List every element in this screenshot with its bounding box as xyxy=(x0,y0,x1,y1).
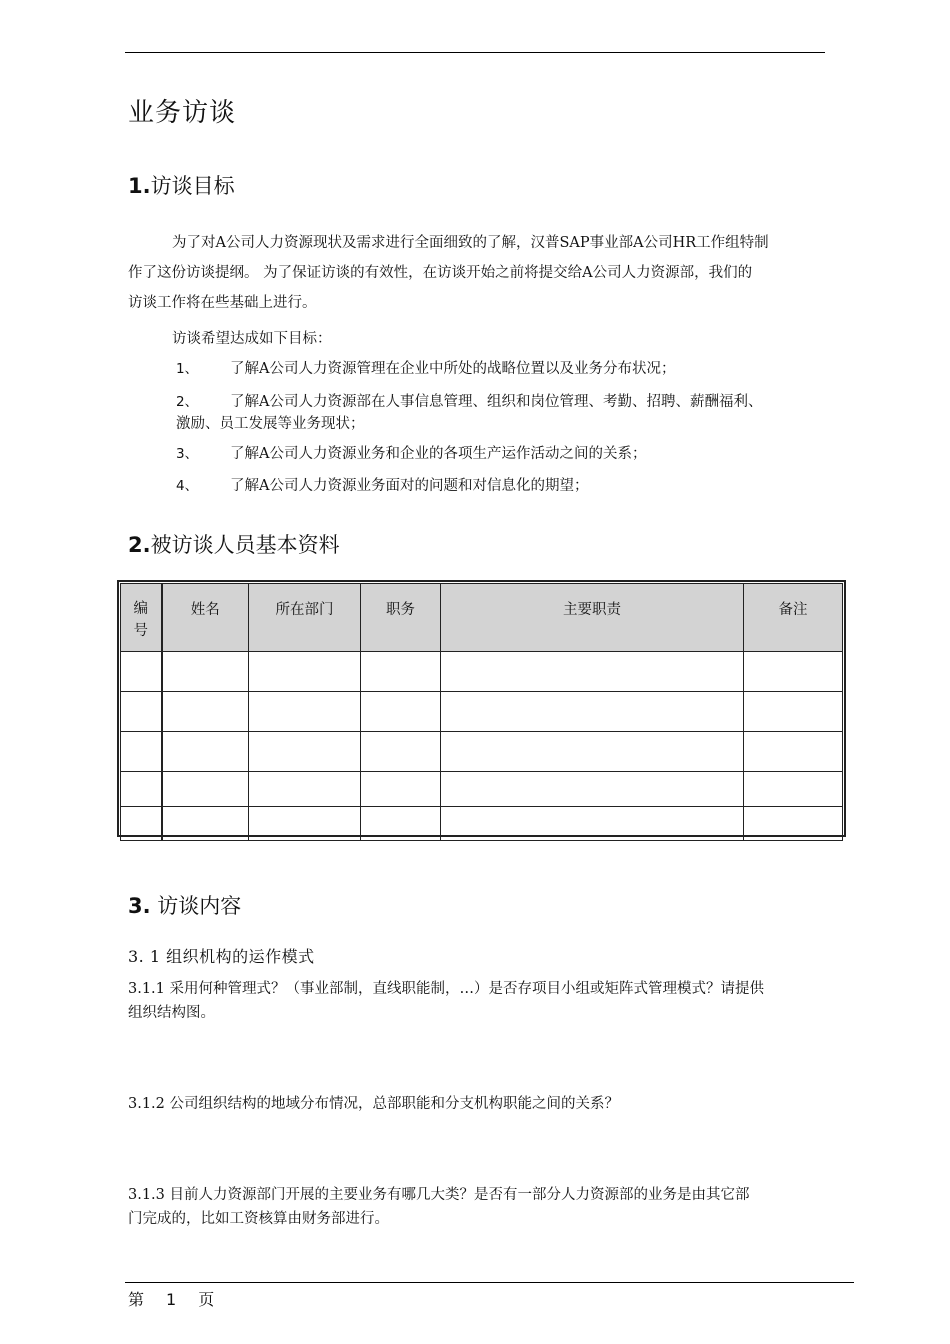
table-cell[interactable] xyxy=(744,807,843,841)
table-header-row xyxy=(121,584,843,652)
para-line-2: 作了这份访谈提纲。 为了保证访谈的有效性，在访谈开始之前将提交给A公司人力资源部，我们的 xyxy=(128,265,753,281)
subsection-3-1: 3. 1 组织机构的运作模式 xyxy=(128,947,315,966)
table-cell[interactable] xyxy=(162,807,249,841)
table-cell[interactable] xyxy=(162,652,249,692)
goal-item: 3、 了解A公司人力资源业务和企业的各项生产运作活动之间的关系； xyxy=(176,446,647,462)
goal-item: 4、 了解A公司人力资源业务面对的问题和对信息化的期望； xyxy=(176,478,589,494)
table-cell[interactable] xyxy=(744,732,843,772)
section-2-title: 被访谈人员基本资料 xyxy=(150,533,340,557)
footer-suffix: 页 xyxy=(198,1290,215,1309)
table-cell[interactable] xyxy=(121,772,162,807)
footer-prefix: 第 xyxy=(128,1290,145,1309)
staff-table-frame xyxy=(117,580,846,837)
table-cell[interactable] xyxy=(744,772,843,807)
table-cell[interactable] xyxy=(441,732,744,772)
table-cell[interactable] xyxy=(121,652,162,692)
footer-rule xyxy=(125,1282,854,1283)
staff-table xyxy=(120,583,843,841)
table-cell[interactable] xyxy=(121,692,162,732)
table-cell[interactable] xyxy=(361,652,441,692)
header-rule xyxy=(125,52,825,53)
goal-item: 2、 了解A公司人力资源部在人事信息管理、组织和岗位管理、考勤、招聘、薪酬福利、 激励、员工发展等业务现状； xyxy=(176,394,763,432)
document-title: 业务访谈 xyxy=(128,98,237,128)
col-header-department: 所在部门 xyxy=(249,584,361,652)
table-cell[interactable] xyxy=(121,732,162,772)
goal-item: 1、 了解A公司人力资源管理在企业中所处的战略位置以及业务分布状况； xyxy=(176,361,676,377)
table-cell[interactable] xyxy=(744,692,843,732)
col-header-name: 姓名 xyxy=(162,584,249,652)
table-row xyxy=(121,652,843,692)
table-cell[interactable] xyxy=(249,732,361,772)
table-cell[interactable] xyxy=(361,692,441,732)
question-3-1-3: 3.1.3 目前人力资源部门开展的主要业务有哪几大类？是否有一部分人力资源部的业务是由其它部 门完成的，比如工资核算由财务部进行。 xyxy=(128,1187,750,1227)
para-line-1: 为了对A公司人力资源现状及需求进行全面细致的了解，汉普SAP事业部A公司HR工作组特制 xyxy=(172,235,769,251)
table-cell[interactable] xyxy=(441,652,744,692)
section-1-heading xyxy=(128,170,235,200)
table-cell[interactable] xyxy=(744,652,843,692)
para-line-3: 访谈工作将在些基础上进行。 xyxy=(128,295,317,311)
table-cell[interactable] xyxy=(249,652,361,692)
table-cell[interactable] xyxy=(121,807,162,841)
table-row xyxy=(121,732,843,772)
table-cell[interactable] xyxy=(249,692,361,732)
table-cell[interactable] xyxy=(361,732,441,772)
section-3-heading xyxy=(128,890,241,920)
table-cell[interactable] xyxy=(249,772,361,807)
table-cell[interactable] xyxy=(162,732,249,772)
table-cell[interactable] xyxy=(361,807,441,841)
col-header-position: 职务 xyxy=(361,584,441,652)
section-1-paragraph xyxy=(128,228,853,318)
section-3-title: 访谈内容 xyxy=(157,894,242,918)
section-1-number: 1. xyxy=(128,174,151,198)
table-cell[interactable] xyxy=(162,692,249,732)
page-number: 1 xyxy=(166,1290,177,1309)
table-cell[interactable] xyxy=(162,772,249,807)
table-cell[interactable] xyxy=(441,772,744,807)
table-cell[interactable] xyxy=(441,807,744,841)
col-header-id: 编 号 xyxy=(121,584,162,652)
table-row xyxy=(121,772,843,807)
section-3-number: 3. xyxy=(128,894,151,918)
question-3-1-1: 3.1.1 采用何种管理式？（事业部制，直线职能制，…）是否存项目小组或矩阵式管理模式？请提供 组织结构图。 xyxy=(128,981,764,1021)
table-cell[interactable] xyxy=(441,692,744,732)
col-header-duties: 主要职责 xyxy=(441,584,744,652)
page-footer xyxy=(128,1287,214,1310)
section-1-title: 访谈目标 xyxy=(150,174,235,198)
col-header-remarks: 备注 xyxy=(744,584,843,652)
goal-intro: 访谈希望达成如下目标： xyxy=(172,331,332,347)
section-2-number: 2. xyxy=(128,533,151,557)
table-row xyxy=(121,807,843,841)
section-2-heading xyxy=(128,529,340,559)
question-3-1-2: 3.1.2 公司组织结构的地域分布情况，总部职能和分支机构职能之间的关系？ xyxy=(128,1096,620,1112)
table-cell[interactable] xyxy=(249,807,361,841)
table-cell[interactable] xyxy=(361,772,441,807)
table-row xyxy=(121,692,843,732)
